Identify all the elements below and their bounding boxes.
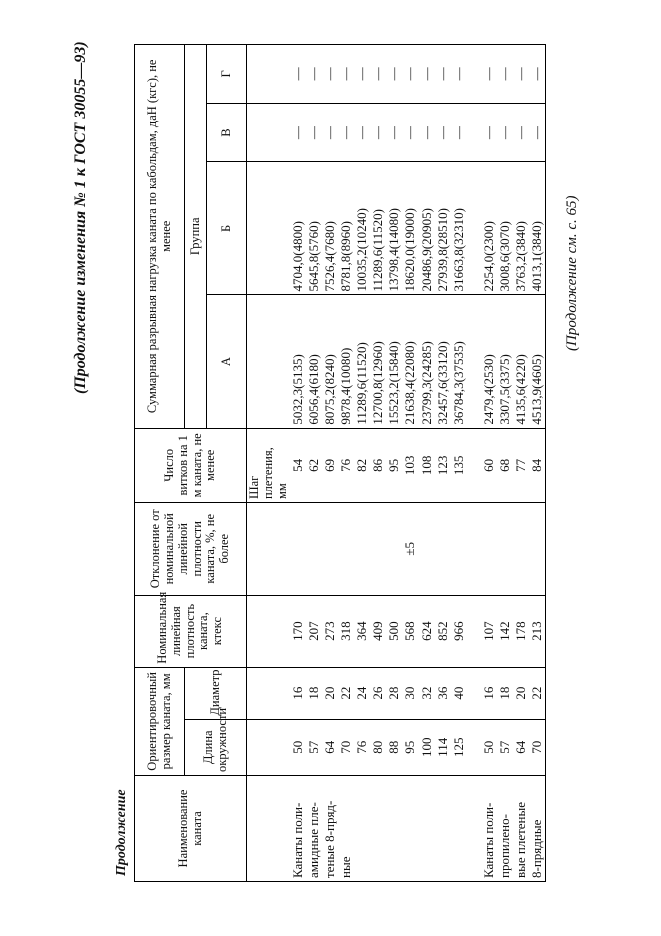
cell-diameter: 16 [481, 667, 497, 719]
cell-group-a: 3307,5(3375) [497, 295, 513, 428]
header-deviation: Отклонение от номинальной линейной плотности каната, %, не более [135, 503, 247, 595]
cell-name [402, 775, 418, 881]
cell-group-v: — [290, 103, 306, 162]
cell-deviation [386, 503, 402, 595]
cell-turns: 76 [338, 428, 354, 502]
cell-linear-density: 364 [354, 595, 370, 667]
cell-circumference: 114 [435, 719, 451, 775]
header-turns: Число витков на 1 м каната, не менее [135, 428, 247, 502]
cell-circumference: 100 [419, 719, 435, 775]
cell-group-g: — [386, 45, 402, 104]
cell-group-b: 4013,1(3840) [529, 162, 546, 295]
cell-diameter: 22 [338, 667, 354, 719]
table-row [290, 45, 306, 882]
cell-group-b: 18620,0(19000) [402, 162, 418, 295]
cell-circumference: 50 [290, 719, 306, 775]
cell-turns: 69 [322, 428, 338, 502]
cell-group-a: 32457,6(33120) [435, 295, 451, 428]
rope-specs-table [134, 44, 546, 882]
cell-turns: 103 [402, 428, 418, 502]
cell-group-g: — [370, 45, 386, 104]
cell-group-g: — [338, 45, 354, 104]
cell-group-v: — [386, 103, 402, 162]
cell-circumference: 125 [451, 719, 467, 775]
table-row [497, 45, 513, 882]
cell-group-a: 4135,6(4220) [513, 295, 529, 428]
cell-name: вые плетеные [513, 775, 529, 881]
cell-deviation [419, 503, 435, 595]
cell-diameter: 26 [370, 667, 386, 719]
cell-linear-density: 852 [435, 595, 451, 667]
table-row [338, 45, 354, 882]
cell-circumference: 76 [354, 719, 370, 775]
cell-name [435, 775, 451, 881]
cell-group-g: — [306, 45, 322, 104]
cell-turns: 108 [419, 428, 435, 502]
cell-group-a: 11289,6(11520) [354, 295, 370, 428]
cell-diameter: 40 [451, 667, 467, 719]
cell-deviation [322, 503, 338, 595]
table-row [322, 45, 338, 882]
cell-circumference: 57 [497, 719, 513, 775]
table-row [513, 45, 529, 882]
cell-deviation [513, 503, 529, 595]
header-group-b: Б [207, 162, 247, 295]
cell-name [419, 775, 435, 881]
cell-linear-density: 213 [529, 595, 546, 667]
cell-turns: 60 [481, 428, 497, 502]
cell-group-a: 8075,2(8240) [322, 295, 338, 428]
table-row [481, 45, 497, 882]
cell-circumference: 50 [481, 719, 497, 775]
continuation-label: Продолжение [114, 789, 129, 876]
cell-deviation [497, 503, 513, 595]
table-row [451, 45, 467, 882]
header-group: Группа [185, 45, 207, 429]
header-load-group: Суммарная разрывная нагрузка каната по кабольдам, даН (кгс), не менее [135, 45, 185, 429]
cell-linear-density: 170 [290, 595, 306, 667]
cell-group-b: 2254,0(2300) [481, 162, 497, 295]
cell-circumference: 64 [322, 719, 338, 775]
cell-group-a: 9878,4(10080) [338, 295, 354, 428]
cell-name: 8-прядные [529, 775, 546, 881]
cell-turns: 95 [386, 428, 402, 502]
cell-group-v: — [322, 103, 338, 162]
cell-group-v: — [513, 103, 529, 162]
table-row [402, 45, 418, 882]
cell-circumference: 70 [338, 719, 354, 775]
cell-group-g: — [451, 45, 467, 104]
cell-group-b: 5645,8(5760) [306, 162, 322, 295]
table-body [247, 45, 546, 882]
cell-diameter: 28 [386, 667, 402, 719]
cell-deviation [451, 503, 467, 595]
cell-group-b: 27939,8(28510) [435, 162, 451, 295]
header-name: Наименование каната [135, 775, 247, 881]
cell-diameter: 30 [402, 667, 418, 719]
cell-turns: 62 [306, 428, 322, 502]
cell-group-g: — [419, 45, 435, 104]
cell-diameter: 18 [306, 667, 322, 719]
cell-group-a: 23799,3(24285) [419, 295, 435, 428]
header-group-v: В [207, 103, 247, 162]
cell-circumference: 70 [529, 719, 546, 775]
cell-group-b: 13798,4(14080) [386, 162, 402, 295]
cell-circumference: 64 [513, 719, 529, 775]
cell-diameter: 32 [419, 667, 435, 719]
cell-turns: 77 [513, 428, 529, 502]
cell-deviation: ±5 [402, 503, 418, 595]
cell-linear-density: 409 [370, 595, 386, 667]
cell-group-g: — [435, 45, 451, 104]
cell-linear-density: 568 [402, 595, 418, 667]
cell-deviation [290, 503, 306, 595]
cell-group-v: — [481, 103, 497, 162]
cell-group-v: — [451, 103, 467, 162]
cell-turns: 135 [451, 428, 467, 502]
cell-name: амидные пле- [306, 775, 322, 881]
cell-linear-density: 142 [497, 595, 513, 667]
cell-group-v: — [402, 103, 418, 162]
cell-name: пропилено- [497, 775, 513, 881]
cell-group-v: — [497, 103, 513, 162]
header-group-g: Г [207, 45, 247, 104]
cell-group-b: 3763,2(3840) [513, 162, 529, 295]
cell-turns: 123 [435, 428, 451, 502]
header-group-a: А [207, 295, 247, 428]
cell-linear-density: 178 [513, 595, 529, 667]
cell-deviation [529, 503, 546, 595]
cell-group-v: — [354, 103, 370, 162]
cell-group-a: 5032,3(5135) [290, 295, 306, 428]
cell-name [370, 775, 386, 881]
cell-group-a: 12700,8(12960) [370, 295, 386, 428]
cell-linear-density: 500 [386, 595, 402, 667]
cell-circumference: 57 [306, 719, 322, 775]
cell-turns: 68 [497, 428, 513, 502]
cell-diameter: 18 [497, 667, 513, 719]
cell-name: теные 8-пряд- [322, 775, 338, 881]
cell-diameter: 20 [513, 667, 529, 719]
pitch-note: Шаг плетения, мм [247, 447, 289, 500]
cell-group-v: — [529, 103, 546, 162]
cell-group-v: — [435, 103, 451, 162]
cell-circumference: 95 [402, 719, 418, 775]
table-row [435, 45, 451, 882]
cell-linear-density: 207 [306, 595, 322, 667]
cell-group-g: — [497, 45, 513, 104]
cell-group-b: 8781,8(8960) [338, 162, 354, 295]
cell-diameter: 16 [290, 667, 306, 719]
cell-group-b: 3008,6(3070) [497, 162, 513, 295]
cell-group-a: 21638,4(22080) [402, 295, 418, 428]
table-row [354, 45, 370, 882]
cell-diameter: 22 [529, 667, 546, 719]
cell-group-b: 4704,0(4800) [290, 162, 306, 295]
table-row [529, 45, 546, 882]
footer-note: (Продолжение см. с. 65) [564, 195, 580, 351]
cell-linear-density: 318 [338, 595, 354, 667]
cell-group-a: 15523,2(15840) [386, 295, 402, 428]
cell-turns: 86 [370, 428, 386, 502]
cell-name [386, 775, 402, 881]
cell-group-v: — [338, 103, 354, 162]
cell-group-a: 6056,4(6180) [306, 295, 322, 428]
cell-linear-density: 107 [481, 595, 497, 667]
cell-group-g: — [290, 45, 306, 104]
cell-group-b: 10035,2(10240) [354, 162, 370, 295]
cell-name: ные [338, 775, 354, 881]
table-row [306, 45, 322, 882]
cell-turns: 82 [354, 428, 370, 502]
cell-group-g: — [322, 45, 338, 104]
header-circumference: Длина окружности [185, 719, 247, 775]
cell-deviation [306, 503, 322, 595]
cell-group-g: — [513, 45, 529, 104]
cell-deviation [481, 503, 497, 595]
cell-turns: 54 [290, 428, 306, 502]
cell-group-a: 4513,9(4605) [529, 295, 546, 428]
cell-group-a: 2479,4(2530) [481, 295, 497, 428]
header-linear-density: Номинальная линейная плотность каната, ктекс [135, 595, 247, 667]
cell-deviation [338, 503, 354, 595]
cell-group-b: 7526,4(7680) [322, 162, 338, 295]
cell-name [451, 775, 467, 881]
cell-diameter: 36 [435, 667, 451, 719]
cell-deviation [370, 503, 386, 595]
cell-group-b: 20486,9(20905) [419, 162, 435, 295]
cell-linear-density: 624 [419, 595, 435, 667]
header-note: (Продолжение изменения № 1 к ГОСТ 30055—93) [72, 41, 89, 394]
cell-circumference: 88 [386, 719, 402, 775]
header-size-group: Ориентировочный размер каната, мм [135, 667, 185, 775]
cell-linear-density: 966 [451, 595, 467, 667]
cell-group-v: — [370, 103, 386, 162]
cell-name: Канаты поли- [481, 775, 497, 881]
cell-turns: 84 [529, 428, 546, 502]
cell-diameter: 24 [354, 667, 370, 719]
cell-group-a: 36784,3(37535) [451, 295, 467, 428]
table-row [386, 45, 402, 882]
cell-group-g: — [402, 45, 418, 104]
cell-group-b: 11289,6(11520) [370, 162, 386, 295]
cell-group-g: — [529, 45, 546, 104]
cell-circumference: 80 [370, 719, 386, 775]
cell-linear-density: 273 [322, 595, 338, 667]
table-row [419, 45, 435, 882]
table-row [370, 45, 386, 882]
cell-name [354, 775, 370, 881]
table-spacer-row [467, 45, 481, 882]
cell-group-g: — [481, 45, 497, 104]
cell-name: Канаты поли- [290, 775, 306, 881]
cell-group-v: — [306, 103, 322, 162]
cell-group-g: — [354, 45, 370, 104]
header-diameter: Диаметр [185, 667, 247, 719]
cell-diameter: 20 [322, 667, 338, 719]
cell-deviation [354, 503, 370, 595]
cell-group-v: — [419, 103, 435, 162]
cell-deviation [435, 503, 451, 595]
table-row [247, 45, 291, 882]
cell-group-b: 31663,8(32310) [451, 162, 467, 295]
